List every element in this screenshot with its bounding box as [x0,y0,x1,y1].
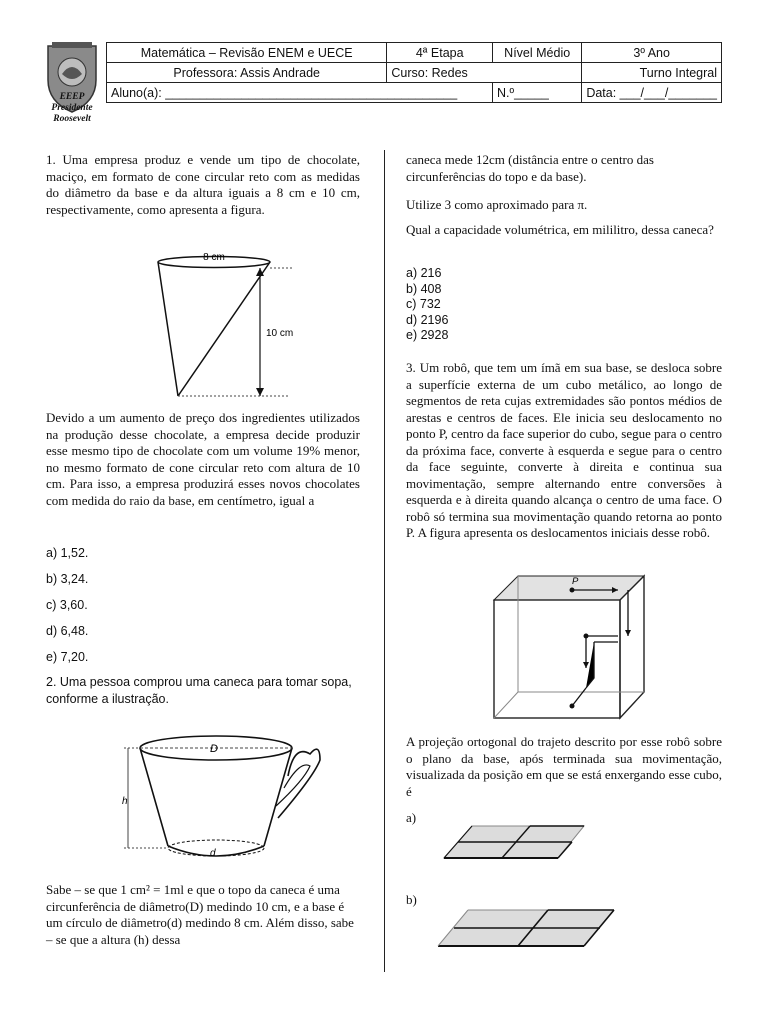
q1-option-c[interactable]: c) 3,60. [46,598,88,612]
question-1-intro: 1. Uma empresa produz e vende um tipo de chocolate, maciço, em formato de cone circular reto com as medidas do diâmetro da base e da altura iguais a 8 cm e 10 cm, respectivamente, como apresenta a figura. [46,152,360,217]
question-3-intro: 3. Um robô, que tem um ímã em sua base, se desloca sobre a superfície externa de um cubo metálico, ao longo de segmentos de reta cujas extremidades são pontos médios de arestas e centros de faces. Ele inicia seu deslocamento no ponto P, centro da face superior do cubo, segue para o centro da próxima face, converte à esquerda e segue para o centro da face seguinte, converte à direita e continua sua movimentação, sempre alternando entre conversões à esquerda e à direita quando alcança o centro de uma face. O robô só termina sua movimentação quando retorna ao ponto P. A figura apresenta os deslocamentos iniciais desse robô. [406,360,722,540]
q1-option-b[interactable]: b) 3,24. [46,572,89,586]
q3-option-b[interactable]: b) [406,892,417,907]
question-2-body: Sabe – se que 1 cm² = 1ml e que o topo da caneca é uma circunferência de diâmetro(D) medindo 10 cm, e a base é um círculo de diâmetro(d) medindo 8 cm. Além disso, sabe – se que a altura (h) dessa [46,882,354,947]
question-1-body: Devido a um aumento de preço dos ingredientes utilizados na produção desse chocolate, a empresa decide produzir esse mesmo tipo de chocolate com um volume 19% menor, no mesmo formato de cone circular reto com altura de 10 cm. Para isso, a empresa produzirá esses novos chocolates com medida do raio da base, em centímetro, igual a [46,410,360,508]
question-2-continued: caneca mede 12cm (distância entre o centro das circunferências do topo e da base). [406,152,654,184]
student-name-field[interactable]: Aluno(a): __________________________________________ [107,83,493,103]
cube-P-label: P [572,576,579,587]
mug-D-label: D [210,743,218,755]
question-2-options [406,266,448,344]
q1-option-a[interactable]: a) 1,52. [46,546,89,560]
course-cell: Curso: Redes [387,63,582,83]
cone-diameter-label: 8 cm [203,252,225,263]
mug-d-label: d [210,848,216,859]
q2-option-e[interactable]: e) 2928 [406,328,449,342]
date-field[interactable]: Data: ___/___/_______ [582,83,722,103]
mug-figure [118,714,330,876]
year-cell: 3º Ano [582,43,722,63]
student-number-field[interactable]: N.º_____ [493,83,582,103]
q3-option-a[interactable]: a) [406,810,417,825]
q2-option-b[interactable]: b) 408 [406,281,442,296]
teacher-cell: Professora: Assis Andrade [107,63,387,83]
question-2-question: Qual a capacidade volumétrica, em mililitro, dessa caneca? [406,222,714,237]
shift-cell: Turno Integral [582,63,722,83]
question-3-body: A projeção ortogonal do trajeto descrito por esse robô sobre o plano da base, após terminada sua movimentação, visualizada da posição em que se está enxergando esse cubo, é [406,734,722,799]
question-2-intro: 2. Uma pessoa comprou uma caneca para tomar sopa, conforme a ilustração. [46,675,352,706]
mug-h-label: h [122,796,128,807]
q2-option-d[interactable]: d) 2196 [406,312,449,327]
level-cell: Nível Médio [493,43,582,63]
q3-option-b-figure [434,906,618,950]
stage-cell: 4ª Etapa [387,43,493,63]
q1-option-e[interactable]: e) 7,20. [46,650,89,664]
q1-option-d[interactable]: d) 6,48. [46,624,89,638]
subject-cell: Matemática – Revisão ENEM e UECE [107,43,387,63]
cone-figure [150,248,310,404]
cone-height-label: 10 cm [266,328,294,339]
column-divider [384,150,385,972]
school-name: EEEP Presidente Roosevelt [51,92,93,124]
question-1-options [46,540,88,670]
header-table [106,42,722,103]
q2-option-c[interactable]: c) 732 [406,297,441,311]
pi-note: Utilize 3 como aproximado para π. [406,197,588,212]
cube-figure [490,572,650,724]
q2-option-a[interactable]: a) 216 [406,266,442,280]
q3-option-a-figure [440,822,590,862]
